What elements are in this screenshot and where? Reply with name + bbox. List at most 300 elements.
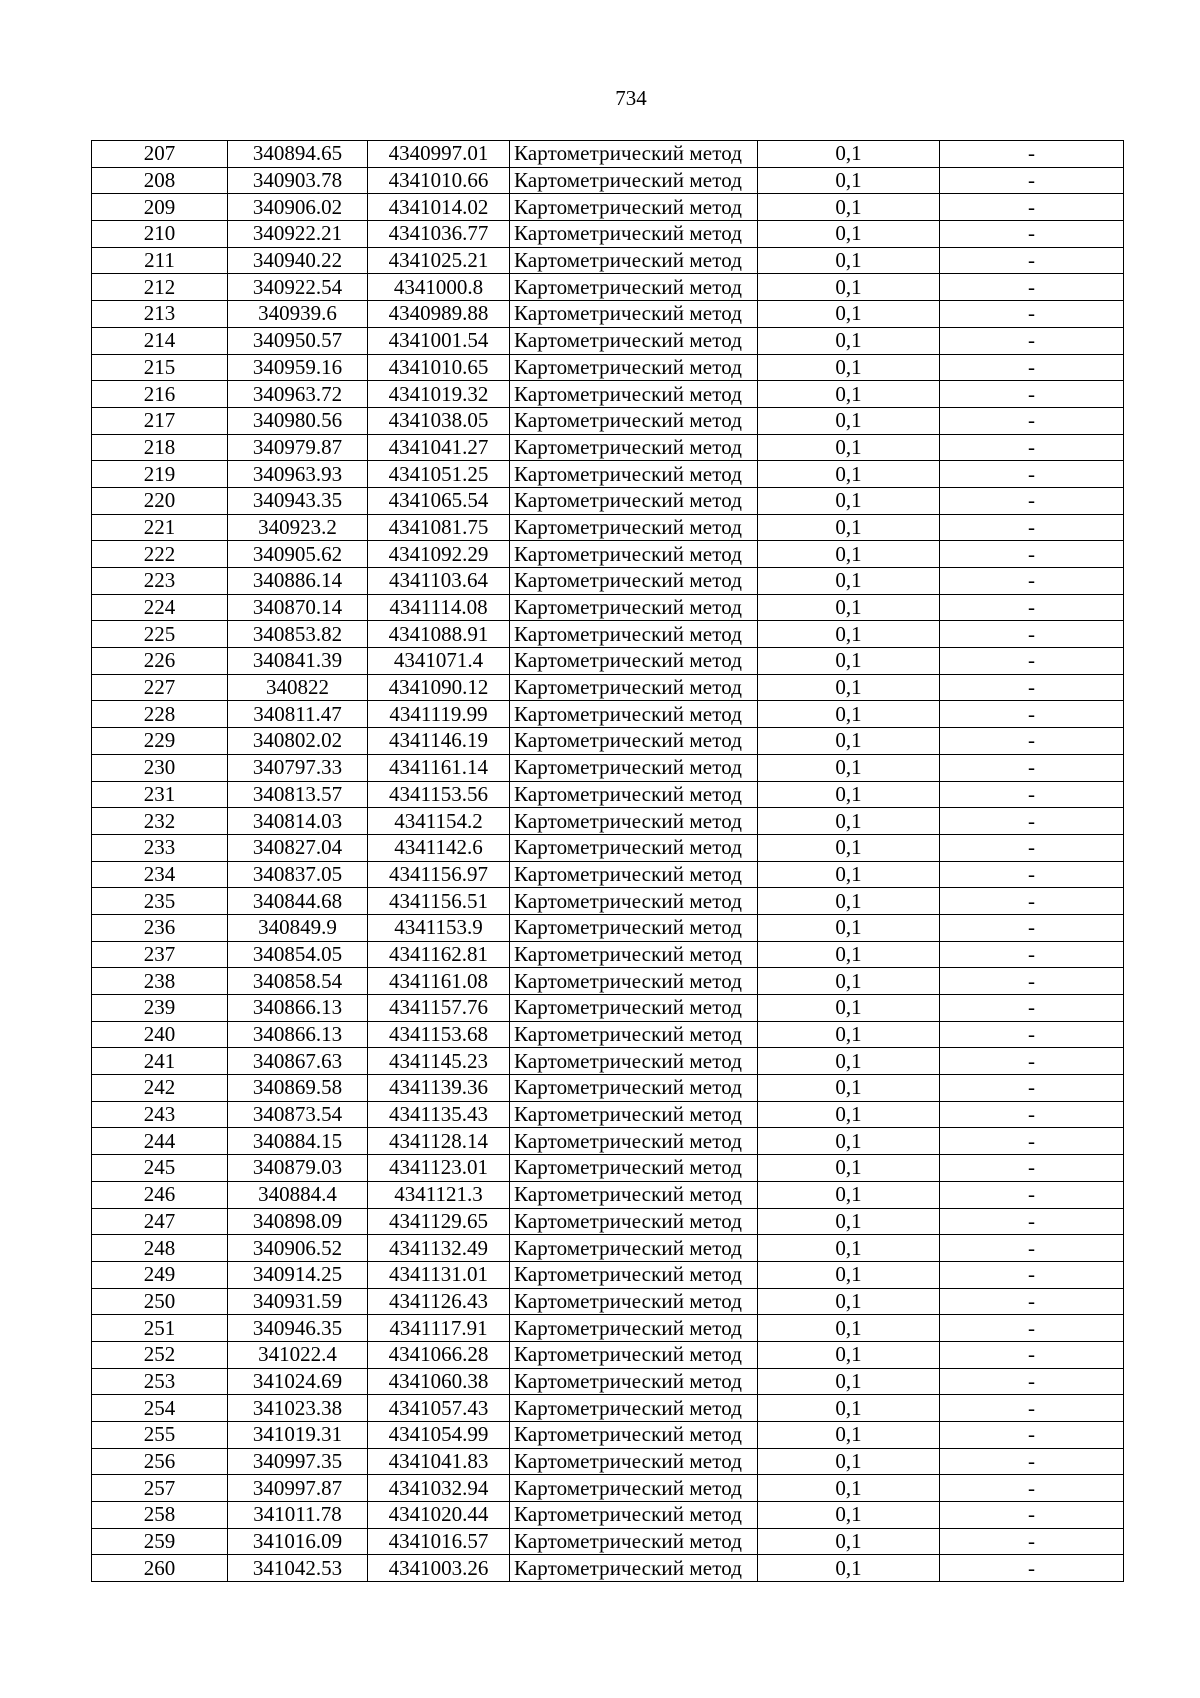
note-cell: -: [940, 701, 1124, 728]
point-number-cell: 207: [92, 141, 228, 168]
table-row: [92, 1502, 1124, 1529]
method-cell: Картометрический метод: [510, 514, 758, 541]
method-cell: Картометрический метод: [510, 1021, 758, 1048]
x-coordinate-cell: 341023.38: [228, 1395, 368, 1422]
table-row: [92, 1101, 1124, 1128]
point-number-cell: 260: [92, 1555, 228, 1582]
point-number-cell: 214: [92, 327, 228, 354]
accuracy-cell: 0,1: [758, 1475, 940, 1502]
note-cell: -: [940, 407, 1124, 434]
y-coordinate-cell: 4340989.88: [368, 301, 510, 328]
table-row: [92, 648, 1124, 675]
x-coordinate-cell: 340849.9: [228, 914, 368, 941]
point-number-cell: 220: [92, 487, 228, 514]
y-coordinate-cell: 4341038.05: [368, 407, 510, 434]
point-number-cell: 258: [92, 1502, 228, 1529]
y-coordinate-cell: 4341156.51: [368, 888, 510, 915]
table-row: [92, 568, 1124, 595]
method-cell: Картометрический метод: [510, 247, 758, 274]
point-number-cell: 222: [92, 541, 228, 568]
method-cell: Картометрический метод: [510, 1475, 758, 1502]
accuracy-cell: 0,1: [758, 354, 940, 381]
method-cell: Картометрический метод: [510, 1155, 758, 1182]
x-coordinate-cell: 340866.13: [228, 995, 368, 1022]
note-cell: -: [940, 834, 1124, 861]
note-cell: -: [940, 1475, 1124, 1502]
y-coordinate-cell: 4341161.08: [368, 968, 510, 995]
accuracy-cell: 0,1: [758, 701, 940, 728]
note-cell: -: [940, 648, 1124, 675]
x-coordinate-cell: 340822: [228, 674, 368, 701]
note-cell: -: [940, 1235, 1124, 1262]
y-coordinate-cell: 4341016.57: [368, 1528, 510, 1555]
accuracy-cell: 0,1: [758, 541, 940, 568]
y-coordinate-cell: 4341081.75: [368, 514, 510, 541]
method-cell: Картометрический метод: [510, 1288, 758, 1315]
accuracy-cell: 0,1: [758, 1395, 940, 1422]
accuracy-cell: 0,1: [758, 834, 940, 861]
table-row: [92, 1555, 1124, 1582]
method-cell: Картометрический метод: [510, 1395, 758, 1422]
y-coordinate-cell: 4341119.99: [368, 701, 510, 728]
x-coordinate-cell: 340841.39: [228, 648, 368, 675]
y-coordinate-cell: 4341117.91: [368, 1315, 510, 1342]
accuracy-cell: 0,1: [758, 1261, 940, 1288]
accuracy-cell: 0,1: [758, 674, 940, 701]
table-row: [92, 354, 1124, 381]
table-row: [92, 621, 1124, 648]
method-cell: Картометрический метод: [510, 381, 758, 408]
y-coordinate-cell: 4341065.54: [368, 487, 510, 514]
note-cell: -: [940, 1021, 1124, 1048]
note-cell: -: [940, 594, 1124, 621]
y-coordinate-cell: 4341142.6: [368, 834, 510, 861]
method-cell: Картометрический метод: [510, 407, 758, 434]
table-row: [92, 407, 1124, 434]
y-coordinate-cell: 4341010.66: [368, 167, 510, 194]
accuracy-cell: 0,1: [758, 141, 940, 168]
x-coordinate-cell: 340884.4: [228, 1181, 368, 1208]
accuracy-cell: 0,1: [758, 648, 940, 675]
y-coordinate-cell: 4341154.2: [368, 808, 510, 835]
method-cell: Картометрический метод: [510, 541, 758, 568]
x-coordinate-cell: 340866.13: [228, 1021, 368, 1048]
note-cell: -: [940, 1341, 1124, 1368]
note-cell: -: [940, 754, 1124, 781]
table-row: [92, 594, 1124, 621]
point-number-cell: 215: [92, 354, 228, 381]
point-number-cell: 243: [92, 1101, 228, 1128]
table-row: [92, 487, 1124, 514]
point-number-cell: 245: [92, 1155, 228, 1182]
table-row: [92, 1315, 1124, 1342]
y-coordinate-cell: 4341162.81: [368, 941, 510, 968]
y-coordinate-cell: 4341032.94: [368, 1475, 510, 1502]
accuracy-cell: 0,1: [758, 1021, 940, 1048]
y-coordinate-cell: 4341092.29: [368, 541, 510, 568]
x-coordinate-cell: 341042.53: [228, 1555, 368, 1582]
x-coordinate-cell: 340923.2: [228, 514, 368, 541]
point-number-cell: 247: [92, 1208, 228, 1235]
accuracy-cell: 0,1: [758, 1555, 940, 1582]
table-row: [92, 1128, 1124, 1155]
y-coordinate-cell: 4341010.65: [368, 354, 510, 381]
note-cell: -: [940, 808, 1124, 835]
point-number-cell: 233: [92, 834, 228, 861]
accuracy-cell: 0,1: [758, 381, 940, 408]
accuracy-cell: 0,1: [758, 1181, 940, 1208]
table-row: [92, 461, 1124, 488]
note-cell: -: [940, 1448, 1124, 1475]
point-number-cell: 217: [92, 407, 228, 434]
table-row: [92, 914, 1124, 941]
accuracy-cell: 0,1: [758, 861, 940, 888]
table-row: [92, 1155, 1124, 1182]
x-coordinate-cell: 340940.22: [228, 247, 368, 274]
table-row: [92, 808, 1124, 835]
note-cell: -: [940, 1555, 1124, 1582]
y-coordinate-cell: 4341025.21: [368, 247, 510, 274]
table-row: [92, 1208, 1124, 1235]
method-cell: Картометрический метод: [510, 354, 758, 381]
point-number-cell: 244: [92, 1128, 228, 1155]
method-cell: Картометрический метод: [510, 568, 758, 595]
y-coordinate-cell: 4341041.27: [368, 434, 510, 461]
table-row: [92, 1075, 1124, 1102]
note-cell: -: [940, 781, 1124, 808]
x-coordinate-cell: 340979.87: [228, 434, 368, 461]
point-number-cell: 255: [92, 1422, 228, 1449]
method-cell: Картометрический метод: [510, 834, 758, 861]
accuracy-cell: 0,1: [758, 221, 940, 248]
y-coordinate-cell: 4341153.68: [368, 1021, 510, 1048]
note-cell: -: [940, 1288, 1124, 1315]
point-number-cell: 237: [92, 941, 228, 968]
x-coordinate-cell: 340873.54: [228, 1101, 368, 1128]
x-coordinate-cell: 340884.15: [228, 1128, 368, 1155]
accuracy-cell: 0,1: [758, 754, 940, 781]
accuracy-cell: 0,1: [758, 1075, 940, 1102]
note-cell: -: [940, 674, 1124, 701]
point-number-cell: 259: [92, 1528, 228, 1555]
table-row: [92, 247, 1124, 274]
note-cell: -: [940, 1261, 1124, 1288]
x-coordinate-cell: 340914.25: [228, 1261, 368, 1288]
y-coordinate-cell: 4341060.38: [368, 1368, 510, 1395]
x-coordinate-cell: 340879.03: [228, 1155, 368, 1182]
point-number-cell: 253: [92, 1368, 228, 1395]
y-coordinate-cell: 4341088.91: [368, 621, 510, 648]
y-coordinate-cell: 4341057.43: [368, 1395, 510, 1422]
accuracy-cell: 0,1: [758, 407, 940, 434]
accuracy-cell: 0,1: [758, 1288, 940, 1315]
accuracy-cell: 0,1: [758, 941, 940, 968]
x-coordinate-cell: 340870.14: [228, 594, 368, 621]
accuracy-cell: 0,1: [758, 1315, 940, 1342]
method-cell: Картометрический метод: [510, 594, 758, 621]
y-coordinate-cell: 4341041.83: [368, 1448, 510, 1475]
table-row: [92, 1395, 1124, 1422]
point-number-cell: 257: [92, 1475, 228, 1502]
accuracy-cell: 0,1: [758, 995, 940, 1022]
note-cell: -: [940, 914, 1124, 941]
x-coordinate-cell: 340997.35: [228, 1448, 368, 1475]
y-coordinate-cell: 4341020.44: [368, 1502, 510, 1529]
x-coordinate-cell: 340827.04: [228, 834, 368, 861]
point-number-cell: 230: [92, 754, 228, 781]
method-cell: Картометрический метод: [510, 301, 758, 328]
accuracy-cell: 0,1: [758, 1502, 940, 1529]
table-row: [92, 1528, 1124, 1555]
table-row: [92, 674, 1124, 701]
point-number-cell: 251: [92, 1315, 228, 1342]
y-coordinate-cell: 4341054.99: [368, 1422, 510, 1449]
point-number-cell: 227: [92, 674, 228, 701]
x-coordinate-cell: 340797.33: [228, 754, 368, 781]
table-row: [92, 274, 1124, 301]
x-coordinate-cell: 340922.54: [228, 274, 368, 301]
table-row: [92, 167, 1124, 194]
table-row: [92, 1341, 1124, 1368]
y-coordinate-cell: 4341121.3: [368, 1181, 510, 1208]
point-number-cell: 241: [92, 1048, 228, 1075]
y-coordinate-cell: 4341071.4: [368, 648, 510, 675]
coordinates-table-body: [92, 141, 1124, 1582]
accuracy-cell: 0,1: [758, 1048, 940, 1075]
method-cell: Картометрический метод: [510, 461, 758, 488]
table-row: [92, 968, 1124, 995]
y-coordinate-cell: 4341139.36: [368, 1075, 510, 1102]
point-number-cell: 250: [92, 1288, 228, 1315]
y-coordinate-cell: 4341157.76: [368, 995, 510, 1022]
accuracy-cell: 0,1: [758, 487, 940, 514]
accuracy-cell: 0,1: [758, 1368, 940, 1395]
point-number-cell: 234: [92, 861, 228, 888]
table-row: [92, 1235, 1124, 1262]
point-number-cell: 252: [92, 1341, 228, 1368]
y-coordinate-cell: 4340997.01: [368, 141, 510, 168]
y-coordinate-cell: 4341126.43: [368, 1288, 510, 1315]
accuracy-cell: 0,1: [758, 1128, 940, 1155]
table-row: [92, 381, 1124, 408]
accuracy-cell: 0,1: [758, 434, 940, 461]
x-coordinate-cell: 340858.54: [228, 968, 368, 995]
method-cell: Картометрический метод: [510, 781, 758, 808]
note-cell: -: [940, 1181, 1124, 1208]
x-coordinate-cell: 340903.78: [228, 167, 368, 194]
table-row: [92, 1048, 1124, 1075]
point-number-cell: 246: [92, 1181, 228, 1208]
accuracy-cell: 0,1: [758, 1101, 940, 1128]
accuracy-cell: 0,1: [758, 194, 940, 221]
table-row: [92, 1021, 1124, 1048]
method-cell: Картометрический метод: [510, 1181, 758, 1208]
accuracy-cell: 0,1: [758, 514, 940, 541]
x-coordinate-cell: 340980.56: [228, 407, 368, 434]
note-cell: -: [940, 141, 1124, 168]
point-number-cell: 225: [92, 621, 228, 648]
note-cell: -: [940, 514, 1124, 541]
x-coordinate-cell: 340894.65: [228, 141, 368, 168]
accuracy-cell: 0,1: [758, 621, 940, 648]
note-cell: -: [940, 1395, 1124, 1422]
table-row: [92, 434, 1124, 461]
note-cell: -: [940, 1502, 1124, 1529]
point-number-cell: 210: [92, 221, 228, 248]
x-coordinate-cell: 340802.02: [228, 728, 368, 755]
note-cell: -: [940, 941, 1124, 968]
note-cell: -: [940, 1368, 1124, 1395]
method-cell: Картометрический метод: [510, 1048, 758, 1075]
method-cell: Картометрический метод: [510, 914, 758, 941]
method-cell: Картометрический метод: [510, 1528, 758, 1555]
note-cell: -: [940, 327, 1124, 354]
method-cell: Картометрический метод: [510, 141, 758, 168]
x-coordinate-cell: 340946.35: [228, 1315, 368, 1342]
method-cell: Картометрический метод: [510, 1315, 758, 1342]
note-cell: -: [940, 995, 1124, 1022]
point-number-cell: 254: [92, 1395, 228, 1422]
note-cell: -: [940, 1208, 1124, 1235]
table-row: [92, 1261, 1124, 1288]
point-number-cell: 240: [92, 1021, 228, 1048]
x-coordinate-cell: 340959.16: [228, 354, 368, 381]
note-cell: -: [940, 1528, 1124, 1555]
accuracy-cell: 0,1: [758, 247, 940, 274]
accuracy-cell: 0,1: [758, 1528, 940, 1555]
point-number-cell: 238: [92, 968, 228, 995]
y-coordinate-cell: 4341123.01: [368, 1155, 510, 1182]
method-cell: Картометрический метод: [510, 1075, 758, 1102]
method-cell: Картометрический метод: [510, 274, 758, 301]
accuracy-cell: 0,1: [758, 461, 940, 488]
accuracy-cell: 0,1: [758, 888, 940, 915]
method-cell: Картометрический метод: [510, 648, 758, 675]
x-coordinate-cell: 340837.05: [228, 861, 368, 888]
x-coordinate-cell: 340811.47: [228, 701, 368, 728]
point-number-cell: 235: [92, 888, 228, 915]
accuracy-cell: 0,1: [758, 1422, 940, 1449]
table-row: [92, 995, 1124, 1022]
point-number-cell: 226: [92, 648, 228, 675]
note-cell: -: [940, 434, 1124, 461]
method-cell: Картометрический метод: [510, 995, 758, 1022]
point-number-cell: 216: [92, 381, 228, 408]
table-row: [92, 221, 1124, 248]
y-coordinate-cell: 4341156.97: [368, 861, 510, 888]
table-row: [92, 941, 1124, 968]
method-cell: Картометрический метод: [510, 1208, 758, 1235]
y-coordinate-cell: 4341161.14: [368, 754, 510, 781]
accuracy-cell: 0,1: [758, 327, 940, 354]
table-row: [92, 1288, 1124, 1315]
y-coordinate-cell: 4341114.08: [368, 594, 510, 621]
note-cell: -: [940, 1048, 1124, 1075]
note-cell: -: [940, 621, 1124, 648]
method-cell: Картометрический метод: [510, 1555, 758, 1582]
accuracy-cell: 0,1: [758, 808, 940, 835]
table-row: [92, 781, 1124, 808]
x-coordinate-cell: 340905.62: [228, 541, 368, 568]
method-cell: Картометрический метод: [510, 221, 758, 248]
accuracy-cell: 0,1: [758, 167, 940, 194]
note-cell: -: [940, 1422, 1124, 1449]
point-number-cell: 212: [92, 274, 228, 301]
table-row: [92, 728, 1124, 755]
y-coordinate-cell: 4341103.64: [368, 568, 510, 595]
method-cell: Картометрический метод: [510, 1261, 758, 1288]
method-cell: Картометрический метод: [510, 1422, 758, 1449]
note-cell: -: [940, 247, 1124, 274]
y-coordinate-cell: 4341051.25: [368, 461, 510, 488]
table-row: [92, 514, 1124, 541]
y-coordinate-cell: 4341003.26: [368, 1555, 510, 1582]
table-row: [92, 1181, 1124, 1208]
accuracy-cell: 0,1: [758, 728, 940, 755]
accuracy-cell: 0,1: [758, 1235, 940, 1262]
method-cell: Картометрический метод: [510, 1101, 758, 1128]
method-cell: Картометрический метод: [510, 674, 758, 701]
accuracy-cell: 0,1: [758, 274, 940, 301]
coordinates-table: [91, 140, 1124, 1582]
y-coordinate-cell: 4341128.14: [368, 1128, 510, 1155]
x-coordinate-cell: 341024.69: [228, 1368, 368, 1395]
y-coordinate-cell: 4341001.54: [368, 327, 510, 354]
y-coordinate-cell: 4341129.65: [368, 1208, 510, 1235]
note-cell: -: [940, 194, 1124, 221]
note-cell: -: [940, 568, 1124, 595]
accuracy-cell: 0,1: [758, 301, 940, 328]
point-number-cell: 218: [92, 434, 228, 461]
method-cell: Картометрический метод: [510, 861, 758, 888]
accuracy-cell: 0,1: [758, 914, 940, 941]
point-number-cell: 239: [92, 995, 228, 1022]
x-coordinate-cell: 340854.05: [228, 941, 368, 968]
x-coordinate-cell: 341022.4: [228, 1341, 368, 1368]
note-cell: -: [940, 861, 1124, 888]
note-cell: -: [940, 1075, 1124, 1102]
table-row: [92, 1422, 1124, 1449]
point-number-cell: 248: [92, 1235, 228, 1262]
point-number-cell: 221: [92, 514, 228, 541]
point-number-cell: 229: [92, 728, 228, 755]
point-number-cell: 231: [92, 781, 228, 808]
note-cell: -: [940, 301, 1124, 328]
method-cell: Картометрический метод: [510, 194, 758, 221]
accuracy-cell: 0,1: [758, 594, 940, 621]
x-coordinate-cell: 340886.14: [228, 568, 368, 595]
y-coordinate-cell: 4341090.12: [368, 674, 510, 701]
x-coordinate-cell: 340963.93: [228, 461, 368, 488]
y-coordinate-cell: 4341132.49: [368, 1235, 510, 1262]
note-cell: -: [940, 274, 1124, 301]
accuracy-cell: 0,1: [758, 781, 940, 808]
table-row: [92, 1448, 1124, 1475]
x-coordinate-cell: 341011.78: [228, 1502, 368, 1529]
method-cell: Картометрический метод: [510, 1235, 758, 1262]
method-cell: Картометрический метод: [510, 1502, 758, 1529]
x-coordinate-cell: 340853.82: [228, 621, 368, 648]
note-cell: -: [940, 1315, 1124, 1342]
table-row: [92, 888, 1124, 915]
x-coordinate-cell: 340922.21: [228, 221, 368, 248]
point-number-cell: 249: [92, 1261, 228, 1288]
note-cell: -: [940, 968, 1124, 995]
note-cell: -: [940, 381, 1124, 408]
table-row: [92, 194, 1124, 221]
x-coordinate-cell: 340931.59: [228, 1288, 368, 1315]
point-number-cell: 224: [92, 594, 228, 621]
